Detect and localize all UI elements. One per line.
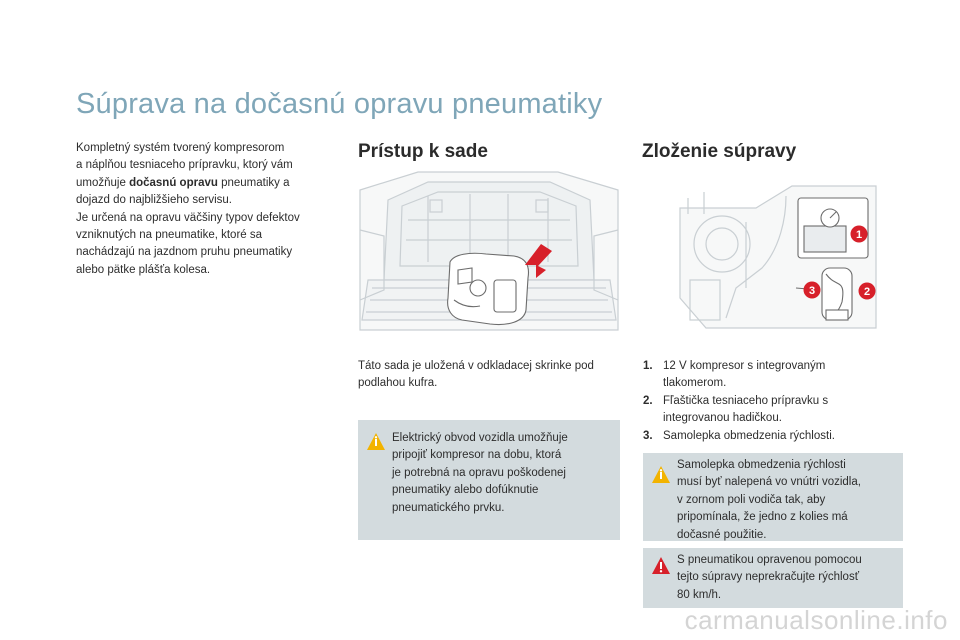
intro-text-b: pneumatiky a [217, 176, 290, 189]
watermark: carmanualsonline.info [684, 605, 948, 635]
list-item [643, 428, 905, 445]
access-heading: Prístup k sade [358, 141, 488, 162]
warning-icon [651, 556, 671, 582]
note-line: pripomínala, že jedno z kolies má [677, 511, 848, 524]
list-item [643, 358, 905, 393]
intro-line: a náplňou tesniaceho prípravku, ktorý vám [76, 159, 293, 172]
page-title: Súprava na dočasnú opravu pneumatiky [76, 88, 603, 120]
intro-line: Kompletný systém tvorený kompresorom [76, 142, 285, 154]
access-text-line: Táto sada je uložená v odkladacej skrinke pod [358, 360, 594, 372]
info-icon [651, 465, 671, 491]
intro-line: alebo pätke plášťa kolesa. [76, 263, 211, 276]
item-line: Fľaštička tesniaceho prípravku s [663, 394, 829, 407]
note-line: pneumatického prvku. [392, 501, 505, 514]
warning-note-text [677, 552, 893, 604]
access-text-line: podlahou kufra. [358, 377, 438, 390]
item-number: 3. [643, 429, 653, 442]
item-line: 12 V kompresor s integrovaným [663, 360, 826, 372]
note-line: pneumatiky alebo dofúknutie [392, 484, 539, 497]
note-line: pripojiť kompresor na dobu, ktorá [392, 449, 562, 462]
note-line: dočasné použitie. [677, 528, 767, 541]
kit-drawing [676, 178, 884, 340]
intro-text-a: umožňuje [76, 176, 130, 189]
note-line: je potrebná na opravu poškodenej [392, 466, 566, 479]
callout-1 [851, 226, 868, 243]
access-info-note [358, 420, 620, 540]
intro-line: dojazd do najbližšieho servisu. [76, 194, 232, 207]
svg-text:2: 2 [863, 286, 871, 298]
note-line: Samolepka obmedzenia rýchlosti [677, 459, 846, 471]
svg-text:3: 3 [808, 285, 816, 297]
parts-list [643, 358, 905, 445]
composition-note-text [677, 457, 893, 544]
intro-line [76, 175, 326, 192]
trunk-drawing [358, 170, 620, 336]
composition-heading: Zloženie súpravy [642, 141, 797, 162]
list-item [643, 393, 905, 428]
note-line: tejto súpravy neprekračujte rýchlosť [677, 571, 860, 584]
note-line: musí byť nalepená vo vnútri vozidla, [677, 476, 861, 489]
callout-3 [804, 282, 821, 299]
intro-line: vzniknutých na pneumatike, ktoré sa [76, 229, 263, 242]
callout-2 [859, 283, 876, 300]
access-note-text [392, 430, 610, 517]
svg-text:1: 1 [855, 229, 863, 241]
intro-bold-term: dočasnú opravu [129, 176, 218, 189]
access-text [358, 358, 620, 393]
note-line: S pneumatikou opravenou pomocou [677, 554, 862, 566]
note-line: Elektrický obvod vozidla umožňuje [392, 432, 568, 444]
intro-line: Je určená na opravu väčšiny typov defektov [76, 211, 300, 224]
item-number: 1. [643, 360, 653, 372]
note-line: 80 km/h. [677, 588, 722, 601]
item-line: Samolepka obmedzenia rýchlosti. [663, 429, 835, 442]
note-line: v zornom poli vodiča tak, aby [677, 493, 826, 506]
info-icon [366, 432, 386, 458]
item-line: tlakomerom. [663, 377, 727, 390]
composition-info-note [643, 453, 903, 541]
item-line: integrovanou hadičkou. [663, 412, 782, 425]
intro-line: nachádzajú na jazdnom pruhu pneumatiky [76, 246, 293, 259]
composition-warning-note [643, 548, 903, 608]
kit-illustration [676, 178, 884, 340]
item-number: 2. [643, 394, 653, 407]
trunk-illustration [358, 170, 620, 336]
intro-text [76, 140, 326, 279]
